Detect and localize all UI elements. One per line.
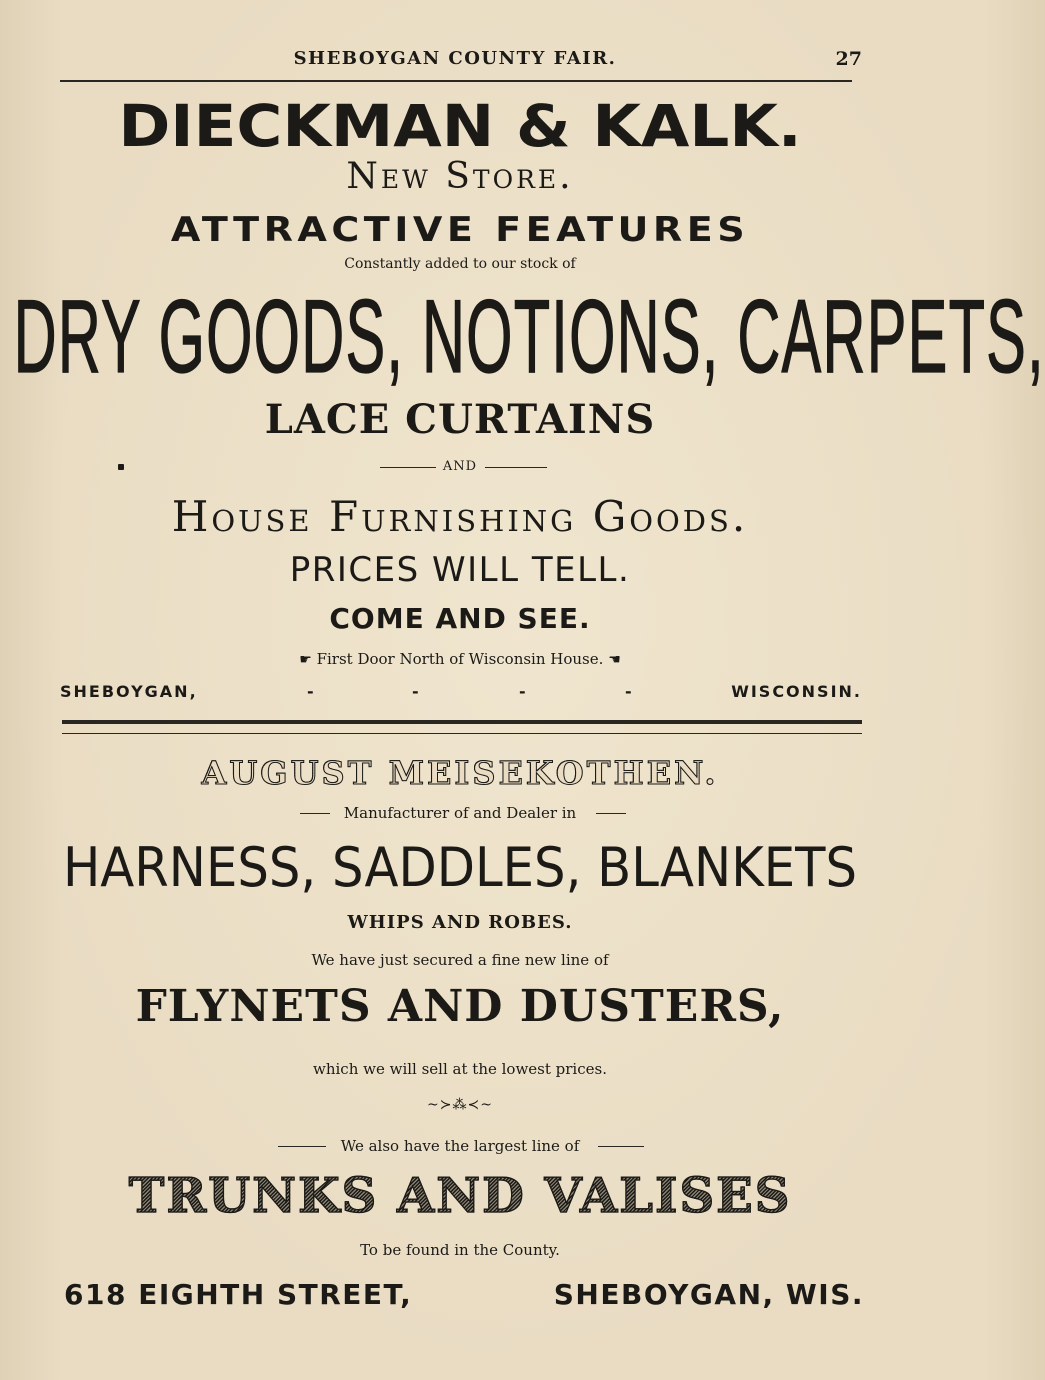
section-divider-thick (62, 720, 862, 724)
house-furnishing-heading: House Furnishing Goods. (171, 492, 749, 541)
manufacturer-rule-right (596, 813, 626, 814)
constantly-text: Constantly added to our stock of (344, 256, 576, 272)
trunks-heading (0, 1168, 920, 1224)
state-name: WISCONSIN. (731, 682, 862, 701)
dash-separator: - (412, 682, 419, 701)
secured-text: We have just secured a fine new line of (311, 951, 609, 969)
and-rule-right (485, 467, 547, 468)
whips-heading: WHIPS AND ROBES. (347, 912, 573, 933)
and-word: AND (442, 459, 478, 474)
section-divider-thin (62, 733, 862, 734)
lowest-prices-text: which we will sell at the lowest prices. (313, 1060, 607, 1078)
store-subtitle: New Store. (346, 156, 574, 197)
city-name: SHEBOYGAN, (60, 682, 198, 701)
running-title: SHEBOYGAN COUNTY FAIR. (293, 48, 617, 69)
found-text: To be found in the County. (360, 1241, 560, 1259)
header-rule (60, 80, 852, 82)
pointing-hand-right-icon: ☛ (299, 652, 312, 668)
pointing-hand-left-icon: ☚ (608, 652, 621, 668)
merchant-name-text: AUGUST MEISEKOTHEN. (201, 754, 719, 792)
merchant-name (0, 754, 920, 792)
also-rule-right (598, 1146, 644, 1147)
location-line (0, 650, 920, 668)
also-text: We also have the largest line of (340, 1137, 580, 1155)
prices-heading: PRICES WILL TELL. (289, 550, 631, 590)
come-and-see-heading: COME AND SEE. (329, 602, 591, 635)
firm-name: DIECKMAN & KALK. (118, 92, 802, 160)
dry-goods-heading: DRY GOODS, NOTIONS, CARPETS, (13, 279, 1045, 395)
manufacturer-text: Manufacturer of and Dealer in (343, 804, 577, 822)
features-heading: ATTRACTIVE FEATURES (170, 210, 750, 250)
ornament-divider-icon: ~≻⁂≺~ (427, 1097, 493, 1113)
trunks-heading-text: TRUNKS AND VALISES (128, 1168, 792, 1224)
dash-separator: - (519, 682, 526, 701)
page-number: 27 (835, 48, 862, 70)
city-state: SHEBOYGAN, WIS. (553, 1278, 864, 1311)
flynets-heading: FLYNETS AND DUSTERS, (135, 981, 785, 1032)
street-address: 618 EIGHTH STREET, (64, 1278, 413, 1311)
lace-curtains-heading: LACE CURTAINS (264, 396, 656, 443)
harness-heading: HARNESS, SADDLES, BLANKETS (62, 836, 858, 899)
dash-separator: - (307, 682, 314, 701)
dash-separator: - (625, 682, 632, 701)
location-text: First Door North of Wisconsin House. (316, 650, 604, 668)
